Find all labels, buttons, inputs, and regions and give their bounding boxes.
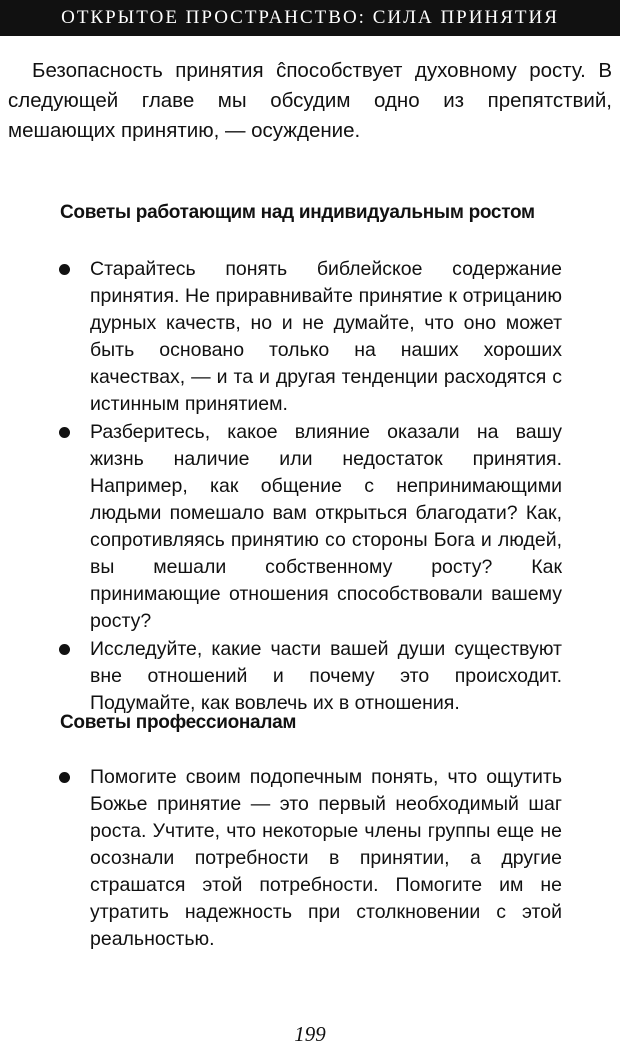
intro-paragraph: Безопасность принятия ĉпособствует духовному росту. В следующей главе мы обсудим одно из препятствий, мешающих принятию, — осуждение. [8,59,612,142]
professionals-list [0,764,620,953]
section-heading-personal-growth: Советы работающим над индивидуальным ростом [60,202,535,223]
list-item [0,419,620,635]
page-number: 199 [294,1022,326,1046]
bullet-icon [59,644,70,655]
list-item [0,636,620,717]
list-item-text: Помогите своим подопечным понять, что ощутить Божье принятие — это первый необходимый шаг роста. Учтите, что некоторые члены группы еще не осознали потребности в принятии, а другие страшатся этой потребности. Помогите им не утратить надежность при столкновении с этой реальностью. [90,766,562,950]
list-item-text: Старайтесь понять библейское содержание принятия. Не приравнивайте принятие к отрицанию дурных качеств, но и не думайте, что оно может быть основано только на наших хороших качествах, — и та и другая тенденции расходятся с истинным принятием. [90,258,562,415]
list-item-text: Разберитесь, какое влияние оказали на вашу жизнь наличие или недостаток принятия. Например, как общение с непринимающими людьми помешало вам открыться благодати? Как, сопротивляясь принятию со стороны Бога и людей, вы мешали собственному росту? Как принимающие отношения способствовали вашему росту? [90,421,562,632]
bullet-icon [59,772,70,783]
section-heading-professionals: Советы профессионалам [60,712,297,733]
list-item [0,764,620,953]
running-head: ОТКРЫТОЕ ПРОСТРАНСТВО: СИЛА ПРИНЯТИЯ [0,0,620,36]
personal-growth-list [0,256,620,717]
list-item [0,256,620,418]
bullet-icon [59,427,70,438]
page-body [0,56,620,146]
list-item-text: Исследуйте, какие части вашей души существуют вне отношений и почему это происходит. Подумайте, как вовлечь их в отношения. [90,638,562,714]
bullet-icon [59,264,70,275]
